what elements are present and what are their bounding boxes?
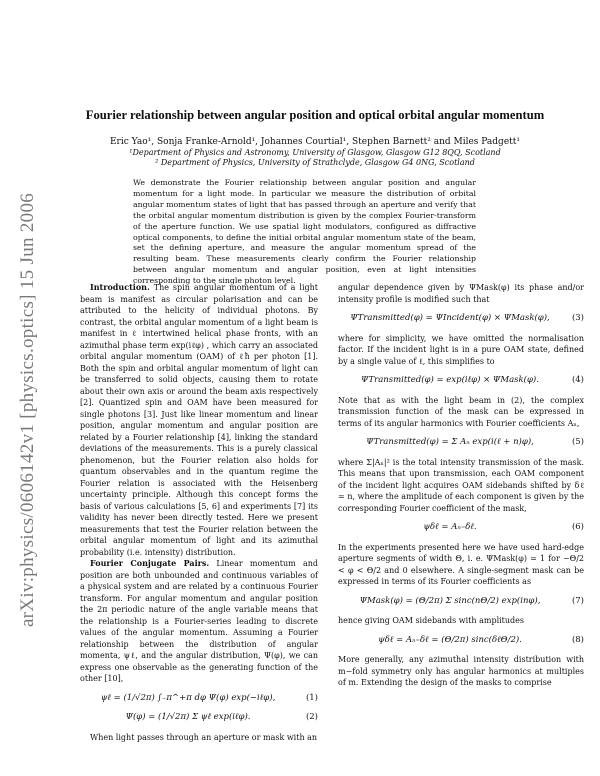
left-column <box>80 282 318 743</box>
equation-3-number: (3) <box>571 313 584 323</box>
equation-4-body: ΨTransmitted(φ) = exp(iℓφ) × ΨMask(φ). <box>361 375 539 385</box>
right-paragraph-7: More generally, any azimuthal intensity distribution with m−fold symmetry only has angular harmonics at multiples of m. Extending the design of the masks to comprise <box>338 655 584 687</box>
equation-6 <box>338 522 584 534</box>
right-paragraph-2: where for simplicity, we have omitted the normalisation factor. If the incident light is in a pure OAM state, defined by a single value of ℓ, this simplifies to <box>338 333 584 366</box>
equation-1-number: (1) <box>305 692 318 703</box>
equation-5-body: ΨTransmitted(φ) = Σ Aₙ exp(i(ℓ + n)φ), <box>366 437 534 447</box>
arxiv-identifier: arXiv:physics/0606142v1 [physics.optics] 15 Jun 2006 <box>17 192 38 628</box>
affiliation-1: ¹Department of Physics and Astronomy, University of Glasgow, Glasgow G12 8QQ, Scotland <box>129 148 501 157</box>
equation-5 <box>338 437 584 449</box>
intro-paragraph <box>80 282 318 558</box>
affiliation-2: ² Department of Physics, University of Strathclyde, Glasgow G4 0NG, Scotland <box>155 158 475 167</box>
equation-7-body: ΨMask(φ) = (Θ/2π) Σ sinc(nΘ/2) exp(inφ), <box>359 595 541 606</box>
left-tail-paragraph: When light passes through an aperture or mask with an <box>90 732 318 742</box>
right-column <box>338 282 584 689</box>
equation-1 <box>80 693 318 705</box>
intro-heading: Introduction. <box>90 282 150 292</box>
equation-8-body: ψδℓ = Aₙ₌δℓ = (Θ/2π) sinc(δℓΘ/2). <box>378 634 522 645</box>
author-block <box>50 137 580 168</box>
abstract: We demonstrate the Fourier relationship between angular position and angular momentum for a light mode. In particular we measure the distribution of orbital angular momentum states of light that has passed through an aperture and verify that the orbital angular momentum distribution is given by the complex Fourier-transform of the aperture function. We use spatial light modulators, configured as diffractive optical components, to define the initial orbital angular momentum state of the beam, set the defining aperture, and measure the angular momentum spread of the resulting beam. These measurements clearly confirm the Fourier relationship between angular momentum and angular position, even at light intensities corresponding to the single photon level. <box>133 178 476 286</box>
equation-5-number: (5) <box>571 437 584 447</box>
equation-3 <box>338 313 584 325</box>
equation-4-number: (4) <box>571 375 584 385</box>
fourier-heading: Fourier Conjugate Pairs. <box>90 558 210 568</box>
equation-2-number: (2) <box>305 712 318 722</box>
right-paragraph-6: hence giving OAM sidebands with amplitudes <box>338 616 525 625</box>
equation-8 <box>338 635 584 647</box>
intro-text: The spin angular momentum of a light beam is manifest as circular polarisation and can be attributed to the helicity of individual photons. By contrast, the orbital angular momentum of a light beam is manifest in ℓ intertwined helical phase fronts, with an azimuthal phase term exp(iℓφ) , which carry an associated orbital angular momentum (OAM) of ℓħ per photon [1]. Both the spin and orbital angular momentum of light can be transferred to solid objects, causing them to rotate about their own axis or around the beam axis respectively [2]. Quantized spin and OAM have been measured for single photons [3]. Just like linear momentum and linear position, angular momentum and angular position are related by a Fourier relationship [4], linking the standard deviations of the measurements. This is a purely classical phenomenon, but the Fourier relation also holds for quantum observables and in the quantum regime the Fourier relation is associated with the Heisenberg uncertainty principle. Although this concept forms the basis of various calculations [5, 6] and experiments [7] its validity has never been directly tested. Here we present measurements that test the Fourier relation between the orbital angular momentum of light and its azimuthal probability (i.e. intensity) distribution. <box>80 283 318 557</box>
right-paragraph-5: In the experiments presented here we have used hard-edge aperture segments of width Θ, i. e. ΨMask(φ) = 1 for −Θ/2 < φ < Θ/2 and 0 elsewhere. A single-segment mask can be expressed in terms of its Fourier coefficients as <box>338 542 584 586</box>
author-list: Eric Yao¹, Sonja Franke-Arnold¹, Johannes Courtial¹, Stephen Barnett² and Miles Padgett¹ <box>109 137 520 147</box>
arxiv-sidebar <box>8 150 48 670</box>
equation-7-number: (7) <box>571 595 584 606</box>
equation-6-number: (6) <box>571 522 584 532</box>
equation-1-body: ψℓ = (1/√2π) ∫₋π^+π dφ Ψ(φ) exp(−iℓφ), <box>100 692 276 703</box>
equation-3-body: ΨTransmitted(φ) = ΨIncident(φ) × ΨMask(φ), <box>350 313 550 323</box>
right-paragraph-3: Note that as with the light beam in (2), the complex transmission function of the mask can be expressed in terms of its angular harmonics with Fourier coefficients Aₙ, <box>338 395 584 428</box>
equation-2 <box>80 712 318 724</box>
right-paragraph-1: angular dependence given by ΨMask(φ) its phase and/or intensity profile is modified such that <box>338 283 584 304</box>
equation-4 <box>338 375 584 387</box>
equation-6-body: ψδℓ = Aₙ₌δℓ. <box>423 522 477 532</box>
equation-8-number: (8) <box>571 634 584 645</box>
right-paragraph-4: where Σ|Aₙ|² is the total intensity transmission of the mask. This means that upon transmission, each OAM component of the incident light acquires OAM sidebands shifted by δℓ = n, where the amplitude of each component is given by the corresponding Fourier coefficient of the mask, <box>338 457 584 513</box>
equation-7 <box>338 596 584 608</box>
paper-title: Fourier relationship between angular position and optical orbital angular momentum <box>85 108 545 122</box>
fourier-paragraph <box>80 558 318 685</box>
fourier-text: Linear momentum and position are both unbounded and continuous variables of a physical system and are related by a continuous Fourier transform. For angular momentum and angular position the 2π periodic nature of the angle variable means that the relationship is a Fourier-series leading to discrete values of the angular momentum. Assuming a Fourier relationship between the distribution of angular momenta, ψℓ, and the angular distribution, Ψ(φ), we can express one observable as the generating function of the other [10], <box>80 559 319 683</box>
equation-2-body: Ψ(φ) = (1/√2π) Σ ψℓ exp(iℓφ). <box>125 712 251 722</box>
